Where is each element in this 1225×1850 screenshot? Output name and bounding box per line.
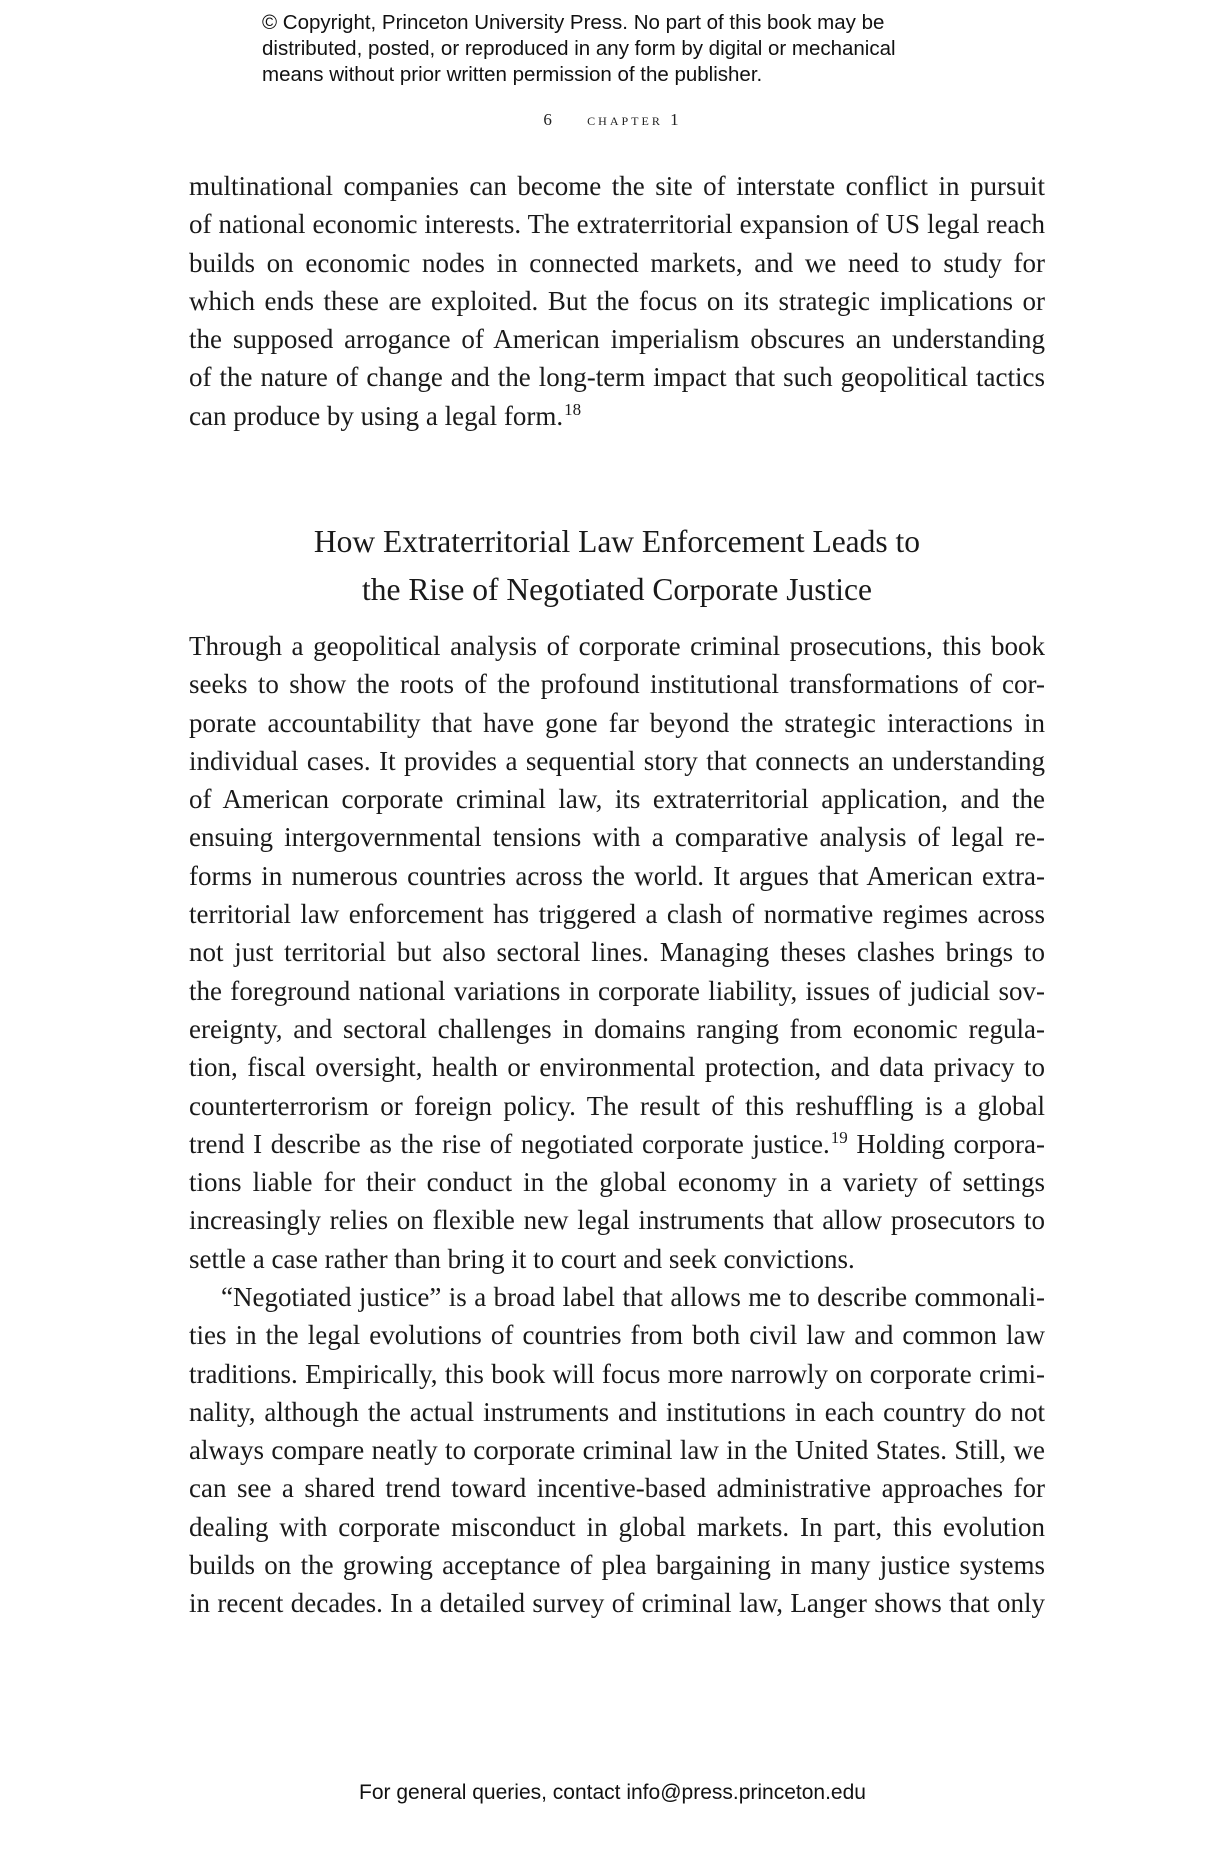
text-line: not just territorial but also sectoral lines. Managing theses clashes brings to	[189, 937, 1045, 968]
text-line: forms in numerous countries across the world. It argues that American extra-	[189, 860, 1045, 891]
footer-contact: For general queries, contact info@press.princeton.edu	[359, 1781, 866, 1804]
text-line: of the nature of change and the long-term impact that such geopolitical tactics	[189, 362, 1045, 393]
text-line: counterterrorism or foreign policy. The result of this reshuffling is a global	[189, 1090, 1045, 1121]
text-line	[189, 397, 1045, 435]
footnote-marker: 18	[564, 399, 582, 419]
footnote-marker: 19	[830, 1127, 848, 1147]
text-line: builds on economic nodes in connected markets, and we need to study for	[189, 247, 1045, 278]
text-line: tion, fiscal oversight, health or environmental protection, and data privacy to	[189, 1052, 1045, 1083]
text-line: multinational companies can become the site of interstate conflict in pursuit	[189, 171, 1045, 201]
copyright-line: means without prior written permission of the publisher.	[262, 63, 763, 86]
chapter-label: chapter 1	[587, 110, 682, 129]
text-fragment: Holding corpora-	[847, 1128, 1045, 1159]
text-line: which ends these are exploited. But the focus on its strategic implications or	[189, 285, 1045, 316]
section-heading	[189, 518, 1045, 614]
paragraph-1	[189, 167, 1045, 435]
text-line: porate accountability that have gone far beyond the strategic interactions in	[189, 707, 1045, 738]
text-line: the supposed arrogance of American imperialism obscures an understanding	[189, 324, 1045, 355]
text-line: always compare neatly to corporate criminal law in the United States. Still, we	[189, 1435, 1045, 1466]
page-number: 6	[543, 110, 555, 129]
text-line: seeks to show the roots of the profound institutional transformations of cor-	[189, 669, 1045, 700]
text-line: tions liable for their conduct in the global economy in a variety of settings	[189, 1167, 1045, 1198]
text-line: territorial law enforcement has triggered a clash of normative regimes across	[189, 899, 1045, 930]
running-head	[0, 110, 1225, 130]
text-line: nality, although the actual instruments and institutions in each country do not	[189, 1396, 1045, 1427]
copyright-notice	[262, 10, 962, 88]
paragraph-3	[189, 1278, 1045, 1623]
text-line: of national economic interests. The extraterritorial expansion of US legal reach	[189, 209, 1045, 240]
section-heading-line: the Rise of Negotiated Corporate Justice	[362, 572, 872, 607]
text-fragment: can produce by using a legal form.	[189, 400, 564, 431]
text-line: builds on the growing acceptance of plea bargaining in many justice systems	[189, 1550, 1045, 1581]
text-line: ereignty, and sectoral challenges in domains ranging from economic regula-	[189, 1013, 1045, 1044]
copyright-line: © Copyright, Princeton University Press. No part of this book may be	[262, 11, 885, 34]
text-line: of American corporate criminal law, its extraterritorial application, and the	[189, 784, 1045, 815]
text-line: increasingly relies on flexible new legal instruments that allow prosecutors to	[189, 1205, 1045, 1236]
text-line: dealing with corporate misconduct in global markets. In part, this evolution	[189, 1511, 1045, 1542]
copyright-line: distributed, posted, or reproduced in any form by digital or mechanical	[262, 37, 896, 60]
text-line	[189, 1125, 1045, 1163]
text-line: ties in the legal evolutions of countries from both civil law and common law	[189, 1320, 1045, 1351]
section-heading-line: How Extraterritorial Law Enforcement Leads to	[313, 524, 921, 559]
text-line: Through a geopolitical analysis of corporate criminal prosecutions, this book	[189, 631, 1045, 661]
text-line: in recent decades. In a detailed survey of criminal law, Langer shows that only	[189, 1588, 1045, 1619]
text-line: settle a case rather than bring it to court and seek convictions.	[189, 1243, 855, 1274]
text-line: “Negotiated justice” is a broad label that allows me to describe commonali-	[221, 1282, 1045, 1312]
paragraph-2	[189, 627, 1045, 1278]
text-line: can see a shared trend toward incentive-based administrative approaches for	[189, 1473, 1045, 1504]
text-line: ensuing intergovernmental tensions with a comparative analysis of legal re-	[189, 822, 1045, 853]
text-fragment: trend I describe as the rise of negotiated corporate justice.	[189, 1128, 830, 1159]
text-line: the foreground national variations in corporate liability, issues of judicial sov-	[189, 975, 1045, 1006]
text-line: individual cases. It provides a sequential story that connects an understanding	[189, 745, 1045, 776]
text-line: traditions. Empirically, this book will focus more narrowly on corporate crimi-	[189, 1358, 1045, 1389]
